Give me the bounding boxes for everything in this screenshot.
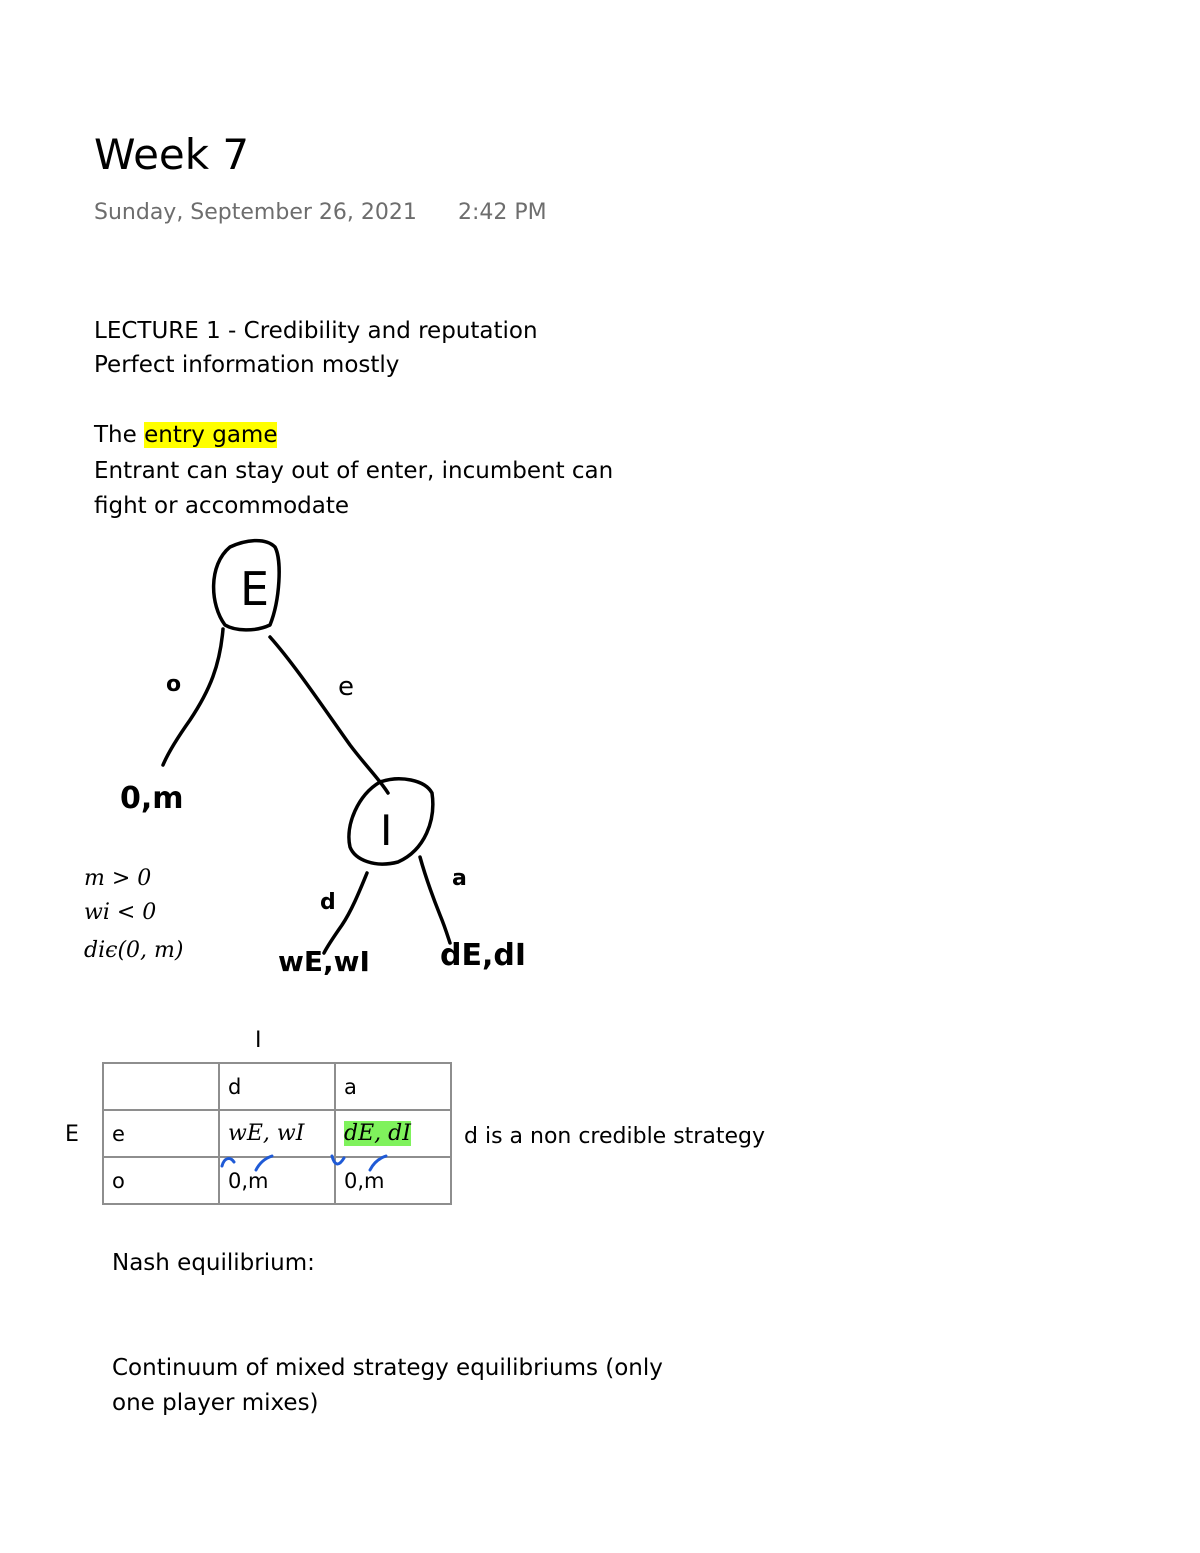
root-node-label: E — [240, 562, 270, 616]
continuum-line2: one player mixes) — [112, 1390, 319, 1416]
game-description-line2: fight or accommodate — [94, 493, 350, 519]
edge-enter-line — [270, 637, 388, 793]
page-date: Sunday, September 26, 2021 — [94, 200, 417, 225]
matrix-cell: 0,m — [219, 1157, 335, 1204]
page-time: 2:42 PM — [458, 200, 547, 225]
payoff-out-label: 0,m — [120, 781, 184, 816]
matrix-cell-highlight: dE, dI — [344, 1121, 411, 1146]
lecture-subtitle: Perfect information mostly — [94, 352, 400, 378]
best-response-mark — [370, 1156, 386, 1170]
continuum-line1: Continuum of mixed strategy equilibriums (only — [112, 1355, 663, 1381]
condition-w: wi < 0 — [84, 900, 157, 925]
matrix-column-header: d — [219, 1063, 335, 1110]
matrix-corner-cell — [103, 1063, 219, 1110]
payoff-accommodate-label: dE,dI — [440, 938, 527, 973]
row-player-label: E — [65, 1122, 79, 1147]
matrix-cell: 0,m — [335, 1157, 451, 1204]
lecture-heading: LECTURE 1 - Credibility and reputation — [94, 318, 538, 344]
edge-accommodate-line — [420, 857, 450, 943]
matrix-column-header: a — [335, 1063, 451, 1110]
payoff-fight-label: wE,wI — [278, 945, 370, 978]
inner-node-label: I — [380, 806, 393, 855]
condition-m: m > 0 — [84, 866, 152, 891]
matrix-row-header: e — [103, 1110, 219, 1157]
best-response-marks — [210, 1148, 410, 1178]
condition-d: diϵ(0, m) — [84, 938, 184, 963]
column-player-label: I — [255, 1028, 262, 1053]
best-response-mark — [256, 1156, 272, 1170]
game-heading-prefix: The — [94, 422, 145, 448]
edge-accommodate-label: a — [452, 866, 467, 891]
matrix-cell: wE, wI — [219, 1110, 335, 1157]
matrix-row-header: o — [103, 1157, 219, 1204]
game-description-line1: Entrant can stay out of enter, incumbent can — [94, 458, 614, 484]
edge-enter-label: e — [338, 672, 354, 702]
game-heading — [94, 422, 277, 448]
best-response-mark — [222, 1159, 234, 1166]
matrix-header-row — [103, 1063, 451, 1110]
edge-out-label: o — [166, 672, 182, 697]
credibility-remark: d is a non credible strategy — [464, 1124, 765, 1149]
page-title: Week 7 — [94, 130, 250, 179]
edge-out-line — [163, 629, 223, 765]
payoff-matrix — [102, 1062, 452, 1205]
game-heading-highlight: entry game — [144, 422, 278, 448]
nash-equilibrium-heading: Nash equilibrium: — [112, 1250, 315, 1276]
best-response-mark — [332, 1156, 344, 1164]
edge-fight-label: d — [320, 890, 336, 915]
